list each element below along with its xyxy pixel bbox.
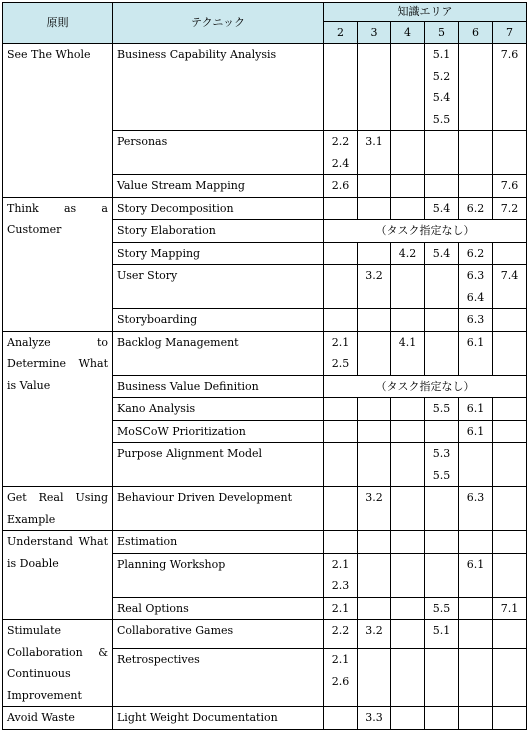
area-cell xyxy=(493,707,527,730)
area-cell xyxy=(425,331,459,375)
area-cell: 5.4 xyxy=(425,242,459,265)
header-technique: テクニック xyxy=(113,3,324,44)
area-cell: 4.2 xyxy=(391,242,425,265)
area-cell: 3.2 xyxy=(358,620,391,649)
area-cell: 6.1 xyxy=(459,331,493,375)
header-area: 7 xyxy=(493,22,527,44)
area-cell xyxy=(459,175,493,198)
area-cell xyxy=(391,44,425,131)
area-cell xyxy=(425,707,459,730)
area-cell xyxy=(358,309,391,332)
technique-cell: Business Value Definition xyxy=(113,375,324,398)
area-cell xyxy=(493,531,527,554)
area-cell: 3.2 xyxy=(358,487,391,531)
area-cell: 6.3 xyxy=(459,309,493,332)
technique-cell: Estimation xyxy=(113,531,324,554)
area-cell xyxy=(391,265,425,309)
area-cell xyxy=(459,531,493,554)
principle-cell: Avoid Waste xyxy=(3,707,113,730)
table-row xyxy=(3,44,527,131)
area-cell: 7.2 xyxy=(493,197,527,220)
area-cell xyxy=(324,487,358,531)
principle-cell: Think as a Customer xyxy=(3,197,113,331)
header-principle: 原則 xyxy=(3,3,113,44)
area-cell: 7.1 xyxy=(493,597,527,620)
area-cell xyxy=(493,649,527,707)
area-cell xyxy=(425,265,459,309)
area-cell xyxy=(493,309,527,332)
area-cell: 2.1 xyxy=(324,597,358,620)
technique-cell: Kano Analysis xyxy=(113,398,324,421)
technique-cell: Planning Workshop xyxy=(113,553,324,597)
area-cell: 6.1 xyxy=(459,420,493,443)
area-cell xyxy=(324,309,358,332)
area-cell xyxy=(391,443,425,487)
area-cell: 2.1 2.6 xyxy=(324,649,358,707)
area-cell xyxy=(425,649,459,707)
area-cell xyxy=(459,707,493,730)
area-cell: 3.3 xyxy=(358,707,391,730)
area-cell xyxy=(324,531,358,554)
technique-cell: Collaborative Games xyxy=(113,620,324,649)
technique-cell: Light Weight Documentation xyxy=(113,707,324,730)
area-cell xyxy=(358,175,391,198)
area-cell xyxy=(459,443,493,487)
area-cell: 6.2 xyxy=(459,242,493,265)
area-cell: 7.6 xyxy=(493,44,527,131)
area-cell xyxy=(324,707,358,730)
table-row xyxy=(3,620,527,649)
area-cell: 2.2 xyxy=(324,620,358,649)
principle-cell: Understand What is Doable xyxy=(3,531,113,620)
technique-cell: Purpose Alignment Model xyxy=(113,443,324,487)
techniques-table xyxy=(2,2,527,730)
area-cell: 6.1 xyxy=(459,398,493,421)
technique-cell: Story Decomposition xyxy=(113,197,324,220)
principle-cell: Get Real Using Example xyxy=(3,487,113,531)
technique-cell: User Story xyxy=(113,265,324,309)
table-body xyxy=(3,44,527,730)
area-cell xyxy=(391,175,425,198)
table-row xyxy=(3,331,527,375)
technique-cell: Backlog Management xyxy=(113,331,324,375)
area-cell xyxy=(493,443,527,487)
principle-cell: Analyze to Determine What is Value xyxy=(3,331,113,487)
area-cell xyxy=(391,487,425,531)
area-cell xyxy=(459,649,493,707)
area-cell xyxy=(425,420,459,443)
area-cell xyxy=(425,553,459,597)
area-cell xyxy=(391,309,425,332)
area-cell: 6.2 xyxy=(459,197,493,220)
technique-cell: Real Options xyxy=(113,597,324,620)
technique-cell: Personas xyxy=(113,131,324,175)
area-cell xyxy=(391,707,425,730)
area-cell: 5.1 xyxy=(425,620,459,649)
area-cell xyxy=(391,597,425,620)
area-cell xyxy=(358,242,391,265)
technique-cell: MoSCoW Prioritization xyxy=(113,420,324,443)
technique-cell: Behaviour Driven Development xyxy=(113,487,324,531)
area-cell xyxy=(324,44,358,131)
area-cell xyxy=(358,44,391,131)
area-cell xyxy=(324,443,358,487)
area-cell: 6.1 xyxy=(459,553,493,597)
area-cell: 3.1 xyxy=(358,131,391,175)
area-cell xyxy=(358,197,391,220)
header-area: 5 xyxy=(425,22,459,44)
principle-cell: Stimulate Collaboration & Continuous Improvement xyxy=(3,620,113,707)
header-area: 2 xyxy=(324,22,358,44)
area-cell xyxy=(324,398,358,421)
area-cell: 3.2 xyxy=(358,265,391,309)
area-cell xyxy=(493,620,527,649)
technique-cell: Retrospectives xyxy=(113,649,324,707)
area-cell xyxy=(358,597,391,620)
area-cell xyxy=(493,420,527,443)
area-cell xyxy=(391,398,425,421)
area-cell: 5.3 5.5 xyxy=(425,443,459,487)
area-cell xyxy=(391,649,425,707)
area-cell xyxy=(493,331,527,375)
area-cell xyxy=(358,553,391,597)
no-task-note: （タスク指定なし） xyxy=(324,220,527,243)
technique-cell: Story Mapping xyxy=(113,242,324,265)
area-cell xyxy=(358,420,391,443)
area-cell xyxy=(425,131,459,175)
area-cell xyxy=(493,553,527,597)
area-cell xyxy=(358,531,391,554)
area-cell xyxy=(358,331,391,375)
area-cell xyxy=(324,420,358,443)
area-cell: 2.6 xyxy=(324,175,358,198)
area-cell xyxy=(391,197,425,220)
technique-cell: Storyboarding xyxy=(113,309,324,332)
area-cell xyxy=(324,265,358,309)
table-row xyxy=(3,197,527,220)
area-cell xyxy=(459,44,493,131)
area-cell: 2.1 2.3 xyxy=(324,553,358,597)
area-cell: 5.4 xyxy=(425,197,459,220)
area-cell xyxy=(493,487,527,531)
area-cell xyxy=(324,242,358,265)
area-cell xyxy=(459,597,493,620)
area-cell: 6.3 xyxy=(459,487,493,531)
area-cell: 5.1 5.2 5.4 5.5 xyxy=(425,44,459,131)
header-area: 3 xyxy=(358,22,391,44)
principle-cell: See The Whole xyxy=(3,44,113,198)
area-cell xyxy=(459,620,493,649)
area-cell: 4.1 xyxy=(391,331,425,375)
area-cell xyxy=(459,131,493,175)
area-cell: 5.5 xyxy=(425,398,459,421)
header-area: 6 xyxy=(459,22,493,44)
area-cell xyxy=(358,649,391,707)
area-cell xyxy=(391,420,425,443)
area-cell xyxy=(425,531,459,554)
area-cell xyxy=(391,620,425,649)
area-cell: 2.2 2.4 xyxy=(324,131,358,175)
technique-cell: Story Elaboration xyxy=(113,220,324,243)
technique-cell: Business Capability Analysis xyxy=(113,44,324,131)
area-cell xyxy=(324,197,358,220)
area-cell xyxy=(391,531,425,554)
table-row xyxy=(3,487,527,531)
area-cell xyxy=(391,131,425,175)
area-cell: 5.5 xyxy=(425,597,459,620)
header-area: 4 xyxy=(391,22,425,44)
header-knowledge-area: 知識エリア xyxy=(324,3,527,22)
table-header xyxy=(3,3,527,44)
table-row xyxy=(3,707,527,730)
area-cell xyxy=(493,398,527,421)
area-cell xyxy=(493,131,527,175)
area-cell xyxy=(425,309,459,332)
area-cell xyxy=(493,242,527,265)
no-task-note: （タスク指定なし） xyxy=(324,375,527,398)
area-cell xyxy=(391,553,425,597)
area-cell xyxy=(425,175,459,198)
area-cell: 7.4 xyxy=(493,265,527,309)
area-cell xyxy=(425,487,459,531)
area-cell: 6.3 6.4 xyxy=(459,265,493,309)
table-row xyxy=(3,531,527,554)
area-cell: 2.1 2.5 xyxy=(324,331,358,375)
technique-cell: Value Stream Mapping xyxy=(113,175,324,198)
area-cell xyxy=(358,398,391,421)
area-cell: 7.6 xyxy=(493,175,527,198)
area-cell xyxy=(358,443,391,487)
